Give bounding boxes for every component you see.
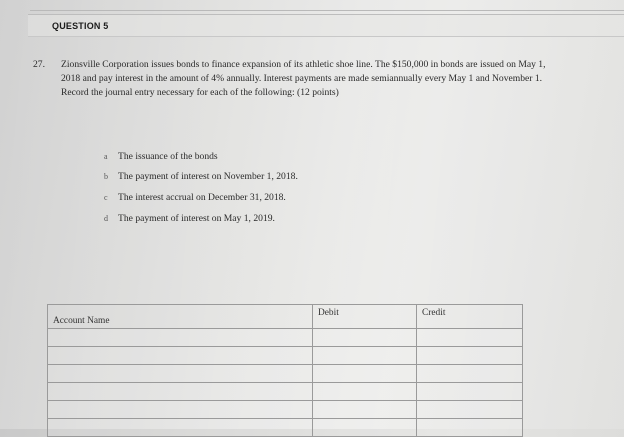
- debit-cell[interactable]: [313, 347, 417, 365]
- task-item-a: [104, 151, 218, 165]
- task-text: The interest accrual on December 31, 2018.: [118, 192, 286, 203]
- credit-cell[interactable]: [417, 365, 523, 383]
- account-name-header: Account Name: [48, 305, 313, 329]
- task-item-c: [104, 192, 286, 206]
- table-row: [48, 383, 523, 401]
- account-cell[interactable]: [48, 419, 313, 437]
- debit-header: Debit: [313, 305, 417, 329]
- table-row: [48, 347, 523, 365]
- task-letter: b: [104, 172, 108, 181]
- account-cell[interactable]: [48, 383, 313, 401]
- table-row: [48, 329, 523, 347]
- debit-cell[interactable]: [313, 401, 417, 419]
- account-cell[interactable]: [48, 365, 313, 383]
- credit-cell[interactable]: [417, 419, 523, 437]
- header-divider: [28, 36, 624, 37]
- table-row: [48, 419, 523, 437]
- account-cell[interactable]: [48, 401, 313, 419]
- credit-cell[interactable]: [417, 383, 523, 401]
- problem-number: 27.: [33, 59, 45, 70]
- debit-cell[interactable]: [313, 419, 417, 437]
- task-item-d: [104, 213, 275, 227]
- task-text: The payment of interest on May 1, 2019.: [118, 213, 275, 224]
- credit-cell[interactable]: [417, 329, 523, 347]
- task-letter: d: [104, 214, 108, 223]
- top-divider: [30, 10, 624, 11]
- table-row: [48, 365, 523, 383]
- table-header-row: [48, 305, 523, 329]
- table-row: [48, 401, 523, 419]
- problem-text: Zionsville Corporation issues bonds to finance expansion of its athletic shoe line. The $150,000 in bonds are issued on May 1, 2018 and pay interest in the amount of 4% annually. Interest payments are made semiannually every May 1 and November 1. Record the journal entry necessary for each of the following: (12 points): [61, 59, 546, 99]
- debit-cell[interactable]: [313, 329, 417, 347]
- credit-cell[interactable]: [417, 347, 523, 365]
- task-text: The payment of interest on November 1, 2018.: [118, 171, 298, 182]
- question-title: QUESTION 5: [52, 21, 109, 31]
- question-header-bar: [28, 14, 624, 37]
- credit-header: Credit: [417, 305, 523, 329]
- journal-entry-table: [47, 304, 523, 437]
- task-letter: c: [104, 193, 108, 202]
- debit-cell[interactable]: [313, 365, 417, 383]
- debit-cell[interactable]: [313, 383, 417, 401]
- account-cell[interactable]: [48, 329, 313, 347]
- task-item-b: [104, 171, 298, 185]
- task-text: The issuance of the bonds: [118, 151, 218, 162]
- credit-cell[interactable]: [417, 401, 523, 419]
- account-cell[interactable]: [48, 347, 313, 365]
- task-letter: a: [104, 152, 108, 161]
